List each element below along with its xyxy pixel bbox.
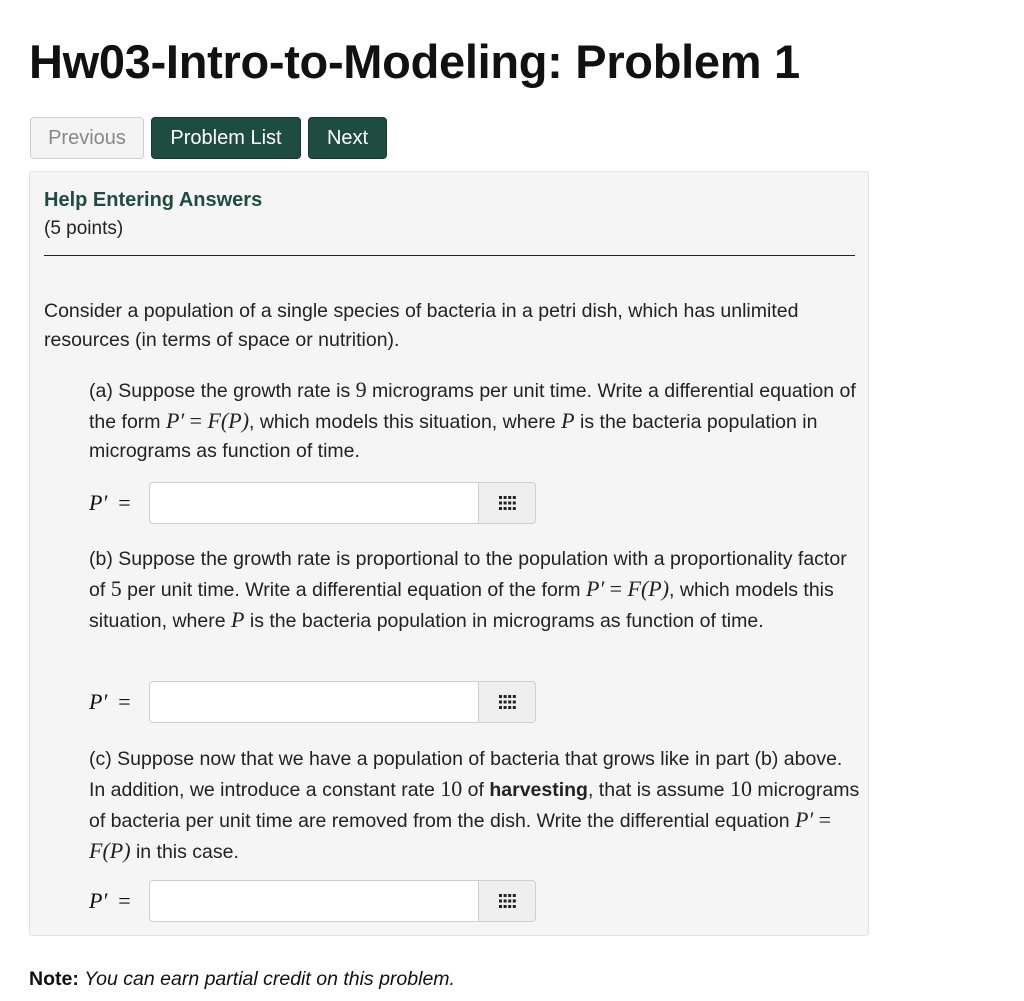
note-label: Note: xyxy=(29,968,79,990)
equation-editor-grid-icon xyxy=(499,695,516,709)
answer-label-a: P′ = xyxy=(89,490,131,515)
answer-row-c xyxy=(89,880,536,922)
problem-nav xyxy=(30,117,387,159)
answer-input-a[interactable] xyxy=(149,482,478,524)
answer-label-b: P′ = xyxy=(89,689,131,714)
equation-editor-grid-icon xyxy=(499,894,516,908)
problem-list-button[interactable]: Problem List xyxy=(151,117,301,159)
part-c-text: (c) Suppose now that we have a population of bacteria that grows like in part (b) above. In addition, we introduce a constant rate 10 of harvesting, that is assume 10 micrograms of bacteria per unit time are removed from the dish. Write the differential equation P′ = F(P) in this case. xyxy=(89,748,860,863)
next-button[interactable]: Next xyxy=(308,117,387,159)
harvest-amount-value: 10 xyxy=(729,776,752,801)
proportionality-factor-value: 5 xyxy=(110,576,122,601)
equation-editor-grid-icon xyxy=(499,496,516,510)
page-title: Hw03-Intro-to-Modeling: Problem 1 xyxy=(29,35,800,88)
problem-panel xyxy=(29,171,869,936)
part-b-text: (b) Suppose the growth rate is proportional to the population with a proportionality factor of 5 per unit time. Write a differential equation of the form P′ = F(P), which models this situation, where P is the bacteria population in micrograms as function of time. xyxy=(89,548,847,632)
answer-row-a xyxy=(89,482,536,524)
part-a-text: (a) Suppose the growth rate is 9 micrograms per unit time. Write a differential equation of the form P′ = F(P), which models this situation, where P is the bacteria population in micrograms as function of time. xyxy=(89,377,856,462)
help-entering-answers-link[interactable]: Help Entering Answers xyxy=(44,189,263,211)
equation-editor-button-a[interactable] xyxy=(478,482,536,524)
answer-input-c[interactable] xyxy=(149,880,478,922)
growth-rate-value: 9 xyxy=(355,377,367,402)
divider xyxy=(44,255,855,256)
harvesting-term: harvesting xyxy=(489,779,588,801)
answer-label-c: P′ = xyxy=(89,888,131,913)
partial-credit-note xyxy=(29,968,455,991)
harvest-rate-value: 10 xyxy=(440,776,463,801)
previous-button[interactable]: Previous xyxy=(30,117,144,159)
note-text: You can earn partial credit on this problem. xyxy=(84,968,455,990)
equation-editor-button-c[interactable] xyxy=(478,880,536,922)
answer-input-b[interactable] xyxy=(149,681,478,723)
equation-editor-button-b[interactable] xyxy=(478,681,536,723)
answer-row-b xyxy=(89,681,536,723)
problem-intro: Consider a population of a single species of bacteria in a petri dish, which has unlimited resources (in terms of space or nutrition). xyxy=(44,300,799,351)
points-label: (5 points) xyxy=(44,218,124,239)
